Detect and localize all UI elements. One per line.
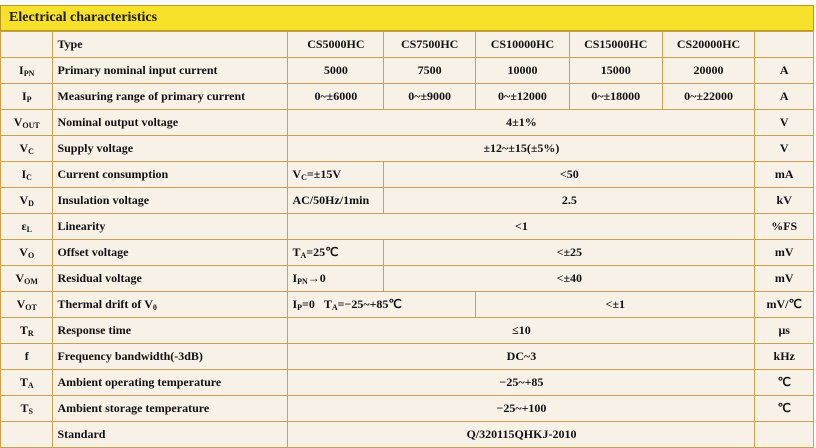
table-row-vout: [1, 110, 814, 136]
value-cell: 20000: [662, 58, 755, 84]
value-cell: 4±1%: [288, 110, 755, 136]
value-cell: 15000: [569, 58, 662, 84]
table-row-vot: [1, 292, 814, 318]
symbol-cell: $V_D$: [1, 188, 53, 214]
param-label: Offset voltage: [53, 240, 288, 266]
param-label: Insulation voltage: [53, 188, 288, 214]
value-cell: 0~±12000: [476, 84, 570, 110]
table-row-ic: [1, 162, 814, 188]
value-cell: 0~±9000: [384, 84, 476, 110]
table-row-tr: [1, 318, 814, 344]
param-label: Linearity: [53, 214, 288, 240]
value-cell: 0~±6000: [288, 84, 384, 110]
model-header: CS10000HC: [476, 32, 570, 58]
value-cell: Q/320115QHKJ-2010: [288, 422, 755, 448]
unit-cell: kV: [755, 188, 814, 214]
table-row-vd: [1, 188, 814, 214]
value-cell: DC~3: [288, 344, 755, 370]
unit-cell: V: [755, 136, 814, 162]
condition-cell: AC/50Hz/1min: [288, 188, 384, 214]
unit-cell: %FS: [755, 214, 814, 240]
condition-cell: $I_P=0$ $T_A=-25\sim+85℃$: [288, 292, 476, 318]
param-label: Supply voltage: [53, 136, 288, 162]
symbol-cell: [1, 32, 53, 58]
symbol-cell: f: [1, 344, 53, 370]
value-cell: <50: [384, 162, 755, 188]
param-label: Standard: [53, 422, 288, 448]
param-label: Residual voltage: [53, 266, 288, 292]
value-cell: −25~+85: [288, 370, 755, 396]
unit-cell: [755, 422, 814, 448]
unit-cell: mV: [755, 240, 814, 266]
symbol-cell: $T_A$: [1, 370, 53, 396]
model-header: CS7500HC: [384, 32, 476, 58]
symbol-cell: $I_P$: [1, 84, 53, 110]
param-label: Measuring range of primary current: [53, 84, 288, 110]
value-cell: 0~±22000: [662, 84, 755, 110]
unit-cell: V: [755, 110, 814, 136]
symbol-cell: $I_C$: [1, 162, 53, 188]
table-row-vc: [1, 136, 814, 162]
table-row-standard: [1, 422, 814, 448]
param-label: Current consumption: [53, 162, 288, 188]
param-label: Primary nominal input current: [53, 58, 288, 84]
value-cell: 10000: [476, 58, 570, 84]
unit-cell: A: [755, 84, 814, 110]
param-label: Type: [53, 32, 288, 58]
value-cell: <±25: [384, 240, 755, 266]
symbol-cell: $V_{OT}$: [1, 292, 53, 318]
symbol-cell: $V_{OUT}$: [1, 110, 53, 136]
symbol-cell: $I_{PN}$: [1, 58, 53, 84]
model-header: CS5000HC: [288, 32, 384, 58]
condition-cell: $V_C=\pm 15V$: [288, 162, 384, 188]
value-cell: <1: [288, 214, 755, 240]
section-title: Electrical characteristics: [0, 5, 814, 31]
unit-cell: ℃: [755, 396, 814, 422]
param-label: Nominal output voltage: [53, 110, 288, 136]
value-cell: 7500: [384, 58, 476, 84]
table-row-type: [1, 32, 814, 58]
electrical-characteristics-table: [0, 31, 814, 448]
table-row-vom: [1, 266, 814, 292]
symbol-cell: $V_O$: [1, 240, 53, 266]
unit-cell: mV/℃: [755, 292, 814, 318]
model-header: CS20000HC: [662, 32, 755, 58]
symbol-cell: $V_{OM}$: [1, 266, 53, 292]
unit-cell: kHz: [755, 344, 814, 370]
condition-cell: $I_{PN}\to 0$: [288, 266, 384, 292]
unit-cell: mA: [755, 162, 814, 188]
model-header: CS15000HC: [569, 32, 662, 58]
value-cell: 2.5: [384, 188, 755, 214]
unit-cell: ℃: [755, 370, 814, 396]
condition-cell: $T_A=25℃$: [288, 240, 384, 266]
value-cell: <±1: [476, 292, 755, 318]
param-label: Ambient storage temperature: [53, 396, 288, 422]
unit-cell: A: [755, 58, 814, 84]
param-label: Thermal drift of $V_0$: [53, 292, 288, 318]
table-row-linearity: [1, 214, 814, 240]
value-cell: ±12~±15(±5%): [288, 136, 755, 162]
value-cell: ≤10: [288, 318, 755, 344]
table-row-vo: [1, 240, 814, 266]
param-label: Ambient operating temperature: [53, 370, 288, 396]
value-cell: −25~+100: [288, 396, 755, 422]
param-label: Frequency bandwidth(-3dB): [53, 344, 288, 370]
value-cell: <±40: [384, 266, 755, 292]
symbol-cell: [1, 422, 53, 448]
symbol-cell: $T_R$: [1, 318, 53, 344]
table-row-f: [1, 344, 814, 370]
table-row-ts: [1, 396, 814, 422]
table-row-ipn: [1, 58, 814, 84]
table-row-ip: [1, 84, 814, 110]
unit-cell: μs: [755, 318, 814, 344]
symbol-cell: $V_C$: [1, 136, 53, 162]
value-cell: 5000: [288, 58, 384, 84]
value-cell: 0~±18000: [569, 84, 662, 110]
unit-cell: [755, 32, 814, 58]
symbol-cell: $T_S$: [1, 396, 53, 422]
unit-cell: mV: [755, 266, 814, 292]
param-label: Response time: [53, 318, 288, 344]
symbol-cell: $\varepsilon_L$: [1, 214, 53, 240]
table-row-ta: [1, 370, 814, 396]
